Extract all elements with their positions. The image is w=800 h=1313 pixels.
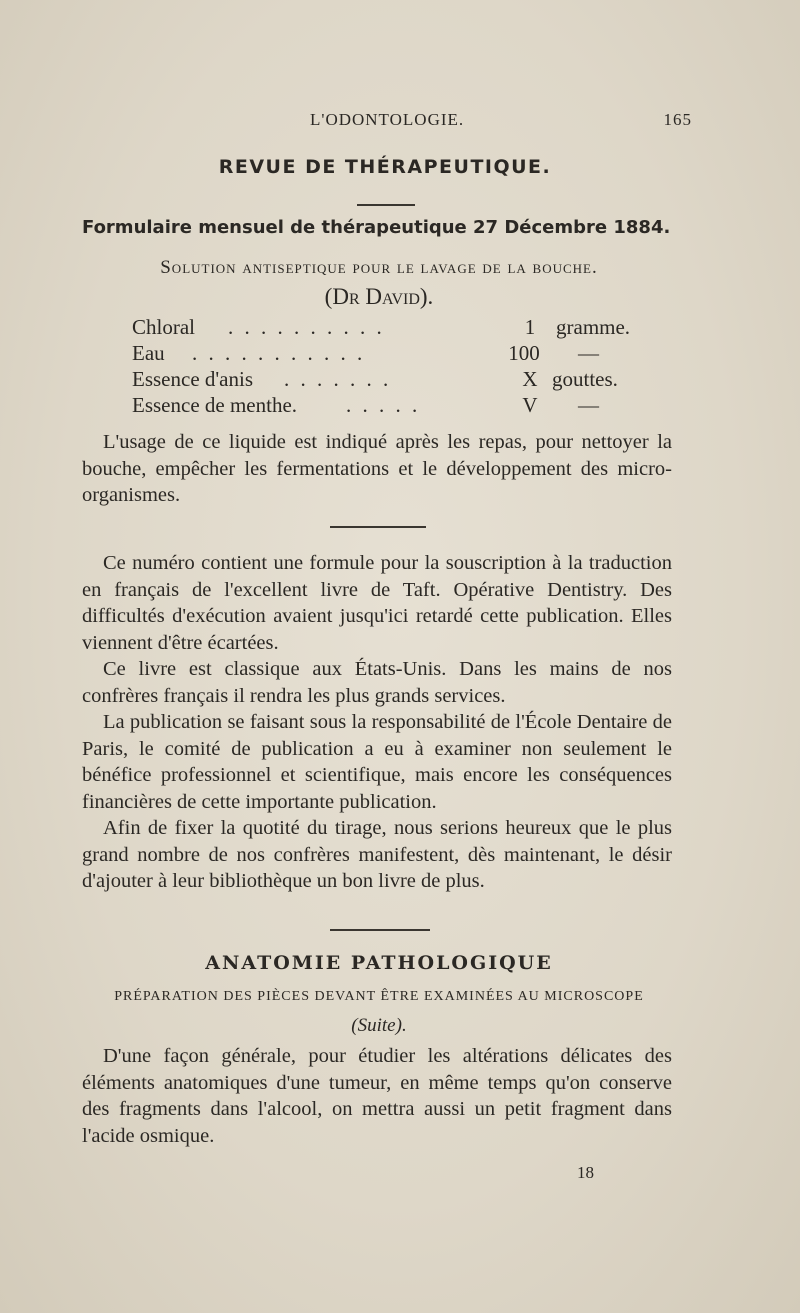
announcement-text <box>82 550 672 895</box>
running-title: L'ODONTOLOGIE. <box>310 110 465 129</box>
usage-text <box>82 429 672 509</box>
running-head <box>80 110 692 134</box>
ingredient-name: Eau <box>132 341 165 365</box>
paragraph: Ce livre est classique aux États-Unis. Dans les mains de nos confrères français il rendra les plus grands services. <box>82 658 672 707</box>
ingredient-qty: V <box>522 393 538 417</box>
anatomie-text <box>82 1043 672 1149</box>
divider-rule <box>330 526 426 528</box>
ingredient-list <box>132 314 652 418</box>
paragraph: L'usage de ce liquide est indiqué après les repas, pour nettoyer la bouche, empêcher les fermentations et le développement des micro-organismes. <box>82 431 672 506</box>
suite-label: (Suite). <box>351 1015 407 1036</box>
ingredient-qty: 1 <box>524 315 536 339</box>
paragraph: La publication se faisant sous la responsabilité de l'École Dentaire de Paris, le comité de publication a eu à examiner non seulement le bénéfice professionnel et scientifique, mais encore les conséquences financières de cette importante publication. <box>82 711 672 813</box>
ingredient-dots: . . . . . . . <box>284 367 392 391</box>
ingredient-row <box>132 314 652 340</box>
ingredient-dots: . . . . . <box>346 393 421 417</box>
solution-title: Solution antiseptique pour le lavage de la bouche. <box>160 257 598 278</box>
ingredient-unit: — <box>578 393 599 417</box>
ingredient-name: Chloral <box>132 315 195 339</box>
ingredient-dots: . . . . . . . . . . . <box>192 341 366 365</box>
divider-rule <box>330 929 430 931</box>
ingredient-dots: . . . . . . . . . . <box>228 315 385 339</box>
anatomie-title: ANATOMIE PATHOLOGIQUE <box>205 952 553 974</box>
ingredient-unit: gouttes. <box>552 367 618 391</box>
paragraph: D'une façon générale, pour étudier les altérations délicates des éléments anatomiques d'une tumeur, en même temps qu'on conserve des fragments dans l'alcool, on mettra aussi un petit fragment dans l'acide osmique. <box>82 1045 672 1147</box>
section-title: REVUE DE THÉRAPEUTIQUE. <box>218 156 552 178</box>
ingredient-row <box>132 340 652 366</box>
signature-mark: 18 <box>577 1163 594 1182</box>
ingredient-qty: 100 <box>508 341 540 365</box>
ingredient-qty: X <box>522 367 538 391</box>
ingredient-name: Essence de menthe. <box>132 393 298 417</box>
page-number: 165 <box>663 110 692 129</box>
ingredient-unit: gramme. <box>556 315 631 339</box>
ingredient-row <box>132 366 652 392</box>
paragraph: Afin de fixer la quotité du tirage, nous serions heureux que le plus grand nombre de nos confrères manifestent, dès maintenant, le désir d'ajouter à leur bibliothèque un bon livre de plus. <box>82 817 672 892</box>
paragraph: Ce numéro contient une formule pour la souscription à la traduction en français de l'excellent livre de Taft. Opérative Dentistry. Des difficultés d'exécution avaient jusqu'ici retardé cette publication. Elles viennent d'être écartées. <box>82 552 672 654</box>
anatomie-subtitle: PRÉPARATION DES PIÈCES DEVANT ÊTRE EXAMINÉES AU MICROSCOPE <box>114 989 644 1004</box>
solution-author: (Dr David). <box>324 284 434 309</box>
divider-rule <box>357 204 415 206</box>
ingredient-unit: — <box>578 341 599 365</box>
ingredient-name: Essence d'anis <box>132 367 253 391</box>
ingredient-row <box>132 392 652 418</box>
formulaire-title: Formulaire mensuel de thérapeutique 27 Décembre 1884. <box>82 217 671 238</box>
